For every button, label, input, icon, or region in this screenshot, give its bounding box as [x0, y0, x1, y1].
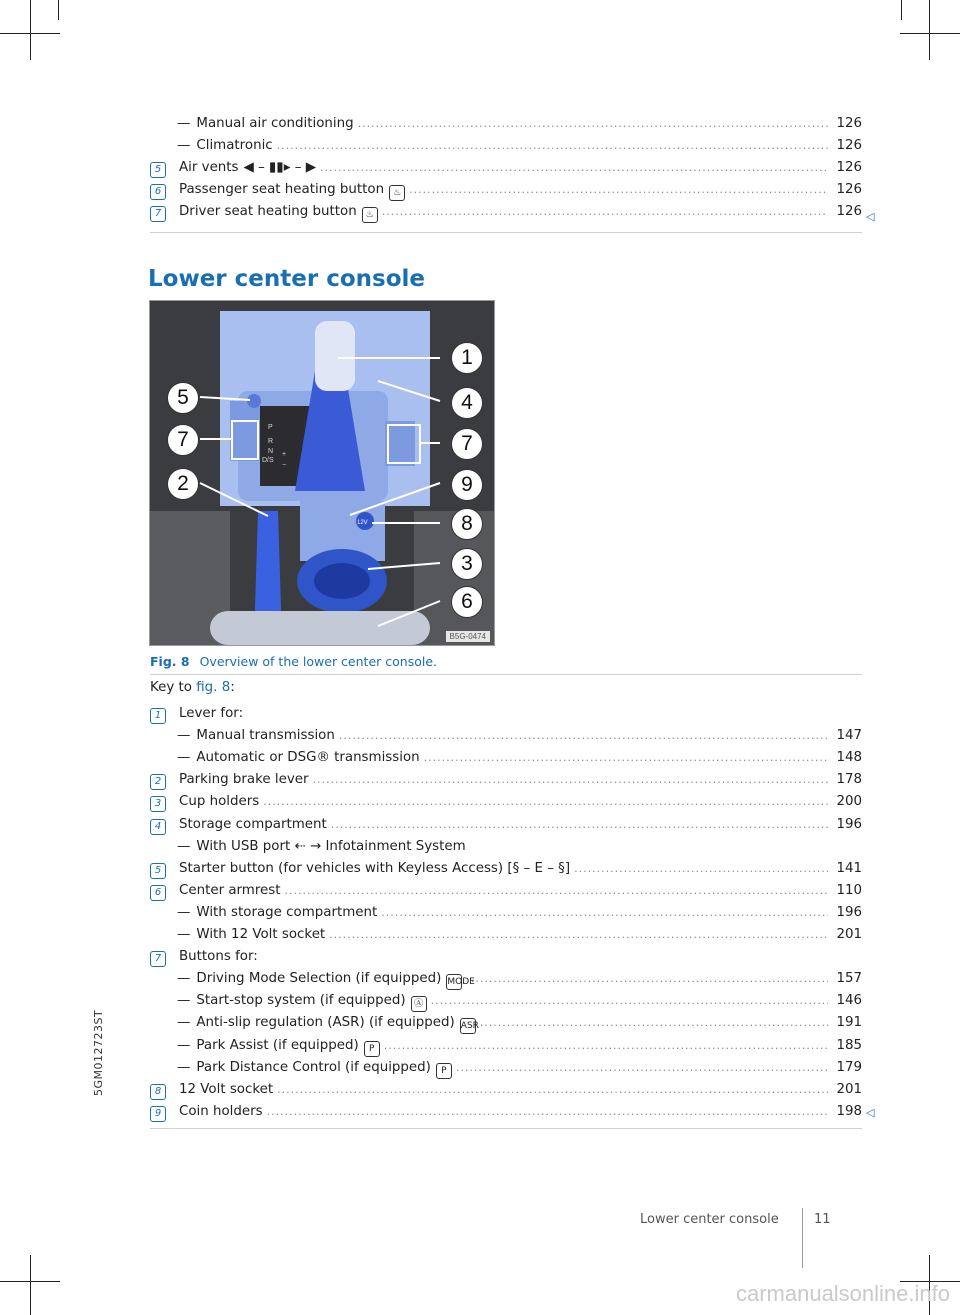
list-item	[150, 1036, 862, 1056]
figure-callout-6: 6	[451, 586, 483, 618]
seat-heat-icon: ♨	[389, 185, 405, 201]
item-label: Lever for:	[179, 706, 244, 721]
leader-dots	[267, 1102, 828, 1122]
item-number-badge: 7	[150, 206, 166, 222]
list-item	[150, 158, 862, 178]
leader-dots	[277, 136, 828, 156]
list-item	[150, 770, 862, 790]
page-reference-link[interactable]: 201	[836, 1081, 862, 1097]
page-reference-link[interactable]: 126	[836, 204, 862, 219]
item-label: Park Assist (if equipped)	[196, 1037, 359, 1053]
leader-dots	[329, 925, 828, 945]
sub-item-dash: —	[177, 1037, 191, 1053]
footer-separator	[802, 1208, 803, 1268]
page-reference-link[interactable]: 141	[836, 860, 862, 876]
list-item	[150, 881, 862, 901]
item-label: Manual air conditioning	[196, 116, 354, 131]
page-reference-link[interactable]: 147	[836, 728, 862, 744]
leader-dots	[263, 792, 828, 812]
figure-callout-3: 3	[451, 548, 483, 580]
end-mark: ◁	[866, 210, 875, 223]
figure-callout-8: 8	[451, 508, 483, 540]
item-label: Driver seat heating button	[179, 204, 357, 219]
item-label: With USB port ⇠ → Infotainment System	[196, 838, 466, 854]
page-reference-link[interactable]: 178	[836, 772, 862, 788]
footer-section: Lower center console	[640, 1212, 779, 1227]
page-reference-link[interactable]: 191	[836, 1015, 862, 1031]
figure-callout-4: 4	[451, 387, 483, 419]
leader-dots	[574, 859, 828, 879]
item-number-badge: 3	[150, 796, 166, 812]
park-distance-icon: P	[436, 1063, 452, 1079]
item-label: Anti-slip regulation (ASR) (if equipped)	[196, 1015, 455, 1031]
divider	[150, 674, 862, 675]
item-number-badge: 9	[150, 1106, 166, 1122]
item-number-badge: 4	[150, 819, 166, 835]
park-assist-icon: P	[364, 1041, 380, 1057]
leader-dots	[384, 1036, 828, 1056]
list-item	[150, 947, 862, 967]
item-label: With 12 Volt socket	[196, 927, 326, 942]
page-reference-link[interactable]: 179	[836, 1059, 862, 1075]
list-item	[150, 748, 862, 768]
crop-mark	[30, 1255, 31, 1315]
item-label: Start-stop system (if equipped)	[196, 993, 406, 1009]
list-item	[150, 925, 862, 945]
list-item	[150, 136, 862, 156]
figure-callout-2: 2	[167, 468, 199, 500]
item-label: Coin holders	[179, 1103, 263, 1119]
item-label: 12 Volt socket	[179, 1081, 274, 1097]
leader-dots	[424, 748, 828, 768]
figure-callout-7-left: 7	[167, 424, 199, 456]
page-reference-link[interactable]: 201	[836, 927, 862, 942]
list-item	[150, 704, 862, 724]
list-item	[150, 969, 862, 989]
sub-item-dash: —	[177, 750, 191, 766]
sub-item-dash: —	[177, 993, 191, 1009]
figure-link[interactable]: fig. 8	[196, 680, 231, 695]
leader-dots	[331, 815, 828, 835]
sub-item-dash: —	[177, 904, 191, 920]
sub-item-dash: —	[177, 971, 191, 987]
socket-label: 12V	[357, 520, 368, 526]
footer-page-number: 11	[814, 1212, 831, 1227]
list-item	[150, 903, 862, 923]
console-illustration	[150, 301, 494, 645]
gear-label: N	[268, 448, 274, 455]
leader-dots	[285, 881, 828, 901]
gear-label: −	[282, 462, 287, 469]
item-label: Starter button (for vehicles with Keyless Access) [§ – E – §]	[179, 860, 571, 876]
page-reference-link[interactable]: 126	[836, 160, 862, 175]
crop-mark	[58, 0, 59, 20]
page-reference-link[interactable]: 200	[836, 794, 862, 810]
item-number-badge: 5	[150, 162, 166, 178]
crop-mark	[900, 33, 960, 34]
list-item	[150, 114, 862, 134]
list-item	[150, 837, 862, 857]
leader-dots	[339, 726, 828, 746]
page-reference-link[interactable]: 196	[836, 904, 862, 920]
gear-label: +	[282, 451, 287, 458]
page-reference-link[interactable]: 110	[836, 882, 862, 898]
leader-dots	[466, 969, 828, 989]
sub-item-dash: —	[177, 838, 191, 854]
leader-dots	[382, 202, 828, 222]
list-item	[150, 726, 862, 746]
page-reference-link[interactable]: 185	[836, 1037, 862, 1053]
item-label: Park Distance Control (if equipped)	[196, 1059, 431, 1075]
list-item	[150, 859, 862, 879]
sub-item-dash: —	[177, 1015, 191, 1031]
gear-label: R	[268, 438, 274, 445]
item-label: Cup holders	[179, 794, 260, 810]
list-item	[150, 792, 862, 812]
item-number-badge: 5	[150, 863, 166, 879]
page-reference-link[interactable]: 198	[836, 1103, 862, 1119]
leader-dots	[313, 770, 828, 790]
key-to-prefix: Key to	[150, 680, 192, 695]
document-id: 5GM012723ST	[92, 1009, 105, 1096]
item-number-badge: 8	[150, 1084, 166, 1100]
list-item	[150, 815, 862, 835]
section-title: Lower center console	[148, 266, 425, 292]
item-number-badge: 1	[150, 708, 166, 724]
list-item	[150, 1058, 862, 1078]
item-number-badge: 2	[150, 774, 166, 790]
page-reference-link[interactable]: 148	[836, 750, 862, 766]
page-reference-link[interactable]: 126	[836, 182, 862, 197]
sub-item-dash: —	[177, 1059, 191, 1075]
page-reference-link[interactable]: 157	[836, 971, 862, 987]
leader-dots	[381, 903, 828, 923]
item-label: Automatic or DSG® transmission	[196, 750, 420, 766]
list-item	[150, 1080, 862, 1100]
item-label: Passenger seat heating button	[179, 182, 385, 197]
figure-callout-9: 9	[451, 469, 483, 501]
crop-mark	[30, 0, 31, 60]
crop-mark	[901, 0, 902, 20]
leader-dots	[431, 991, 828, 1011]
key-to-figure	[150, 680, 235, 695]
seat-heat-icon: ♨	[362, 207, 378, 223]
item-label: Storage compartment	[179, 816, 327, 832]
divider	[150, 1128, 862, 1129]
list-item	[150, 991, 862, 1011]
leader-dots	[480, 1013, 828, 1033]
list-item	[150, 1102, 862, 1122]
item-number-badge: 7	[150, 951, 166, 967]
list-item	[150, 1013, 862, 1033]
crop-mark	[929, 0, 930, 60]
list-item	[150, 180, 862, 200]
page-reference-link[interactable]: 126	[836, 138, 862, 153]
item-label: Parking brake lever	[179, 772, 309, 788]
figure-caption	[150, 654, 437, 669]
item-label: Manual transmission	[196, 728, 335, 744]
end-mark: ◁	[866, 1106, 875, 1119]
leader-dots	[456, 1058, 828, 1078]
air-vent-icon: ◀ – ▮▮▸ – ▶	[243, 160, 317, 175]
page-reference-link[interactable]: 146	[836, 993, 862, 1009]
item-label: With storage compartment	[196, 904, 378, 920]
watermark: carmanualsonline.info	[735, 1281, 950, 1306]
figure-callout-5: 5	[167, 382, 199, 414]
gear-label: P	[268, 424, 273, 431]
leader-dots	[320, 158, 828, 178]
caption-label: Fig. 8	[150, 654, 190, 669]
figure-callout-1: 1	[451, 342, 483, 374]
leader-dots	[358, 114, 828, 134]
leader-dots	[409, 180, 828, 200]
leader-dots	[277, 1080, 828, 1100]
item-label: Buttons for:	[179, 949, 258, 965]
item-number-badge: 6	[150, 184, 166, 200]
divider	[150, 232, 862, 233]
key-to-suffix: :	[230, 680, 235, 695]
sub-item-dash: —	[177, 138, 191, 153]
sub-item-dash: —	[177, 728, 191, 744]
list-item	[150, 202, 862, 222]
sub-item-dash: —	[177, 927, 191, 942]
item-label: Center armrest	[179, 882, 281, 898]
item-number-badge: 6	[150, 885, 166, 901]
caption-text: Overview of the lower center console.	[199, 654, 437, 669]
asr-icon: ASR	[460, 1018, 476, 1034]
item-label: Climatronic	[196, 138, 273, 153]
mode-button-icon: MODE	[446, 974, 462, 990]
sub-item-dash: —	[177, 116, 191, 131]
start-stop-icon: Ⓐ	[411, 996, 427, 1012]
page-reference-link[interactable]: 196	[836, 816, 862, 832]
item-label: Driving Mode Selection (if equipped)	[196, 971, 442, 987]
figure-code: B5G-0474	[446, 631, 490, 642]
page-reference-link[interactable]: 126	[836, 116, 862, 131]
figure-callout-7-right: 7	[451, 428, 483, 460]
center-console-figure	[149, 300, 495, 646]
gear-label: D/S	[262, 457, 274, 464]
item-label: Air vents	[179, 160, 239, 175]
